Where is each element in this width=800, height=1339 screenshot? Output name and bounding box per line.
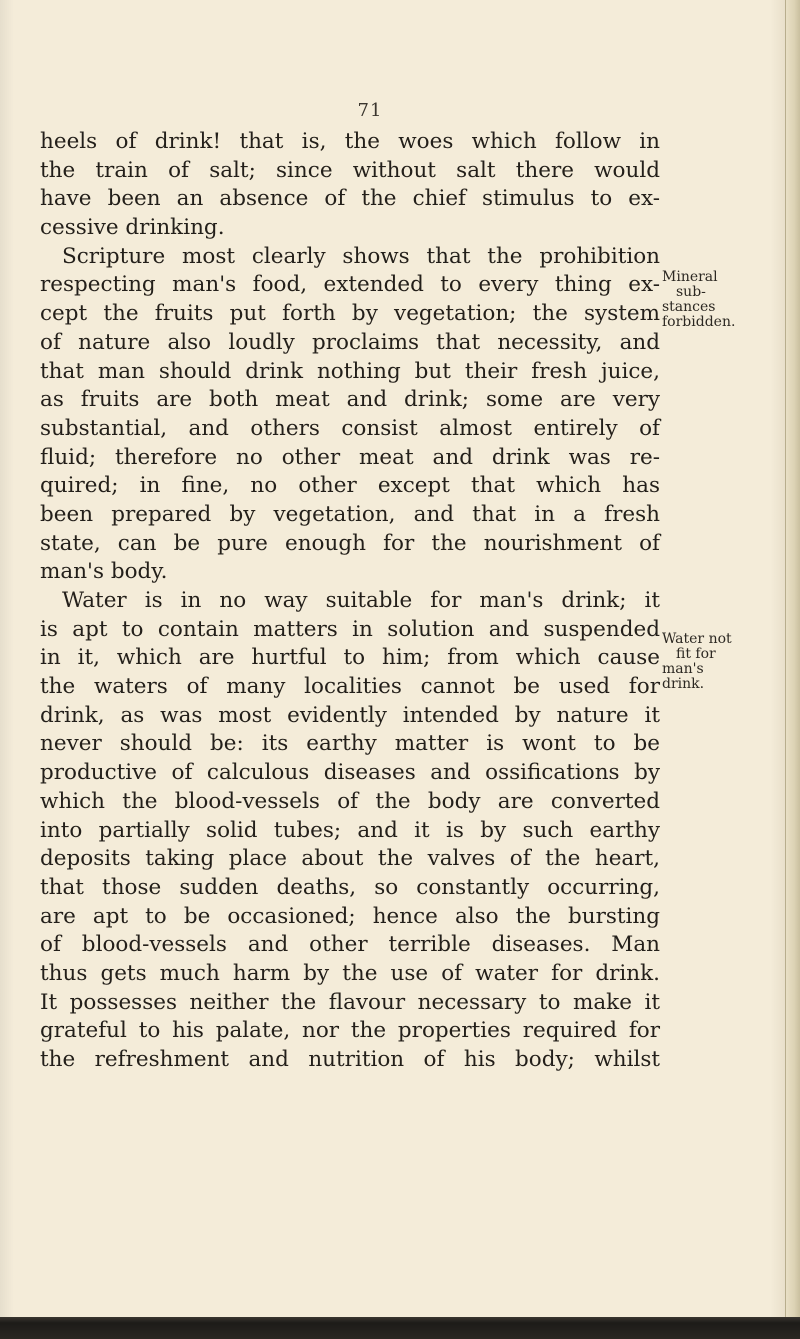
text-line: It possesses neither the flavour necessary to make it — [40, 989, 660, 1015]
text-line: heels of drink! that is, the woes which follow in — [40, 129, 660, 154]
sidenote-line: man's — [662, 661, 704, 677]
page-edge-bottom — [0, 1317, 800, 1339]
sidenote-mineral-substances — [662, 270, 792, 330]
text-line: of blood-vessels and other terrible diseases. Man — [40, 932, 660, 958]
sidenote-line: Mineral — [662, 269, 718, 285]
body-text — [40, 128, 660, 1075]
sidenote-line: stances — [662, 299, 716, 315]
text-line: Scripture most clearly shows that the prohibition — [62, 243, 660, 269]
text-line: are apt to be occasioned; hence also the bursting — [40, 903, 660, 929]
text-line: have been an absence of the chief stimulus to ex- — [40, 186, 660, 212]
text-line: in it, which are hurtful to him; from which cause — [40, 645, 660, 671]
text-line: the waters of many localities cannot be used for — [40, 674, 660, 700]
text-line: substantial, and others consist almost entirely of — [40, 415, 660, 441]
text-line: which the blood-vessels of the body are converted — [40, 788, 660, 814]
text-line: grateful to his palate, nor the properties required for — [40, 1018, 660, 1044]
text-line: into partially solid tubes; and it is by such earthy — [40, 817, 660, 843]
text-line: deposits taking place about the valves of the heart, — [40, 846, 660, 872]
text-line: drink, as was most evidently intended by nature it — [40, 702, 660, 728]
text-line: never should be: its earthy matter is wont to be — [40, 731, 660, 757]
sidenote-water-not-fit — [662, 632, 792, 692]
sidenote-line: fit for — [676, 646, 716, 662]
text-line: of nature also loudly proclaims that necessity, and — [40, 329, 660, 355]
text-line: cept the fruits put forth by vegetation; the system — [40, 301, 660, 327]
text-line: been prepared by vegetation, and that in a fresh — [40, 501, 660, 527]
text-line: the train of salt; since without salt there would — [40, 157, 660, 183]
text-line: Water is in no way suitable for man's drink; it — [62, 588, 660, 613]
text-line: quired; in fine, no other except that which has — [40, 473, 660, 499]
page-number: 71 — [357, 100, 383, 121]
text-line: thus gets much harm by the use of water for drink. — [40, 960, 660, 986]
text-line: that those sudden deaths, so constantly occurring, — [40, 874, 660, 900]
text-line: respecting man's food, extended to every thing ex- — [40, 272, 660, 298]
text-line: that man should drink nothing but their fresh juice, — [40, 358, 660, 384]
sidenote-line: drink. — [662, 676, 705, 692]
sidenote-line: Water not — [662, 631, 732, 647]
text-line: fluid; therefore no other meat and drink was re- — [40, 444, 660, 470]
sidenote-line: forbidden. — [662, 314, 736, 330]
text-line: as fruits are both meat and drink; some are very — [40, 387, 660, 413]
text-line: cessive drinking. — [40, 215, 225, 241]
text-line: man's body. — [40, 559, 168, 585]
sidenote-line: sub- — [676, 284, 706, 300]
text-line: state, can be pure enough for the nourishment of — [40, 530, 660, 556]
text-line: the refreshment and nutrition of his body; whilst — [40, 1047, 660, 1072]
text-line: is apt to contain matters in solution and suspended — [40, 616, 660, 642]
text-line: productive of calculous diseases and ossifications by — [40, 760, 660, 786]
